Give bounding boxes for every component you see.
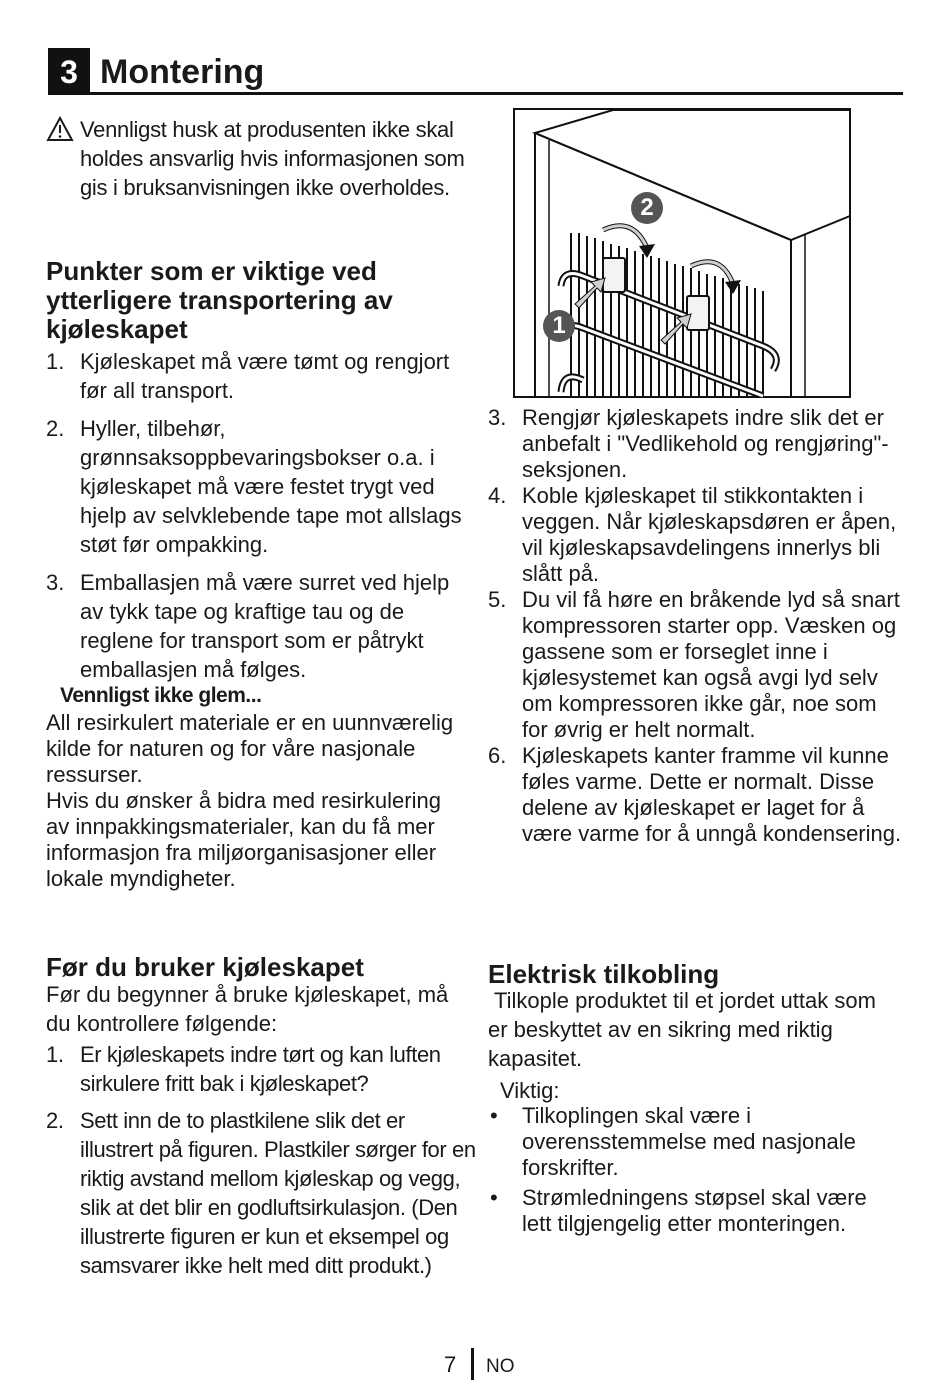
- footer-divider: [471, 1348, 474, 1380]
- list-item: [46, 1040, 476, 1098]
- important-label: Viktig:: [500, 1078, 560, 1103]
- list-item: [488, 1103, 888, 1181]
- warning-icon: [46, 116, 74, 142]
- reminder-title: Vennligst ikke glem...: [60, 684, 262, 707]
- figure-step-1-label: 1: [552, 312, 566, 339]
- list-item: [488, 743, 908, 847]
- list-item-text: Rengjør kjøleskapets indre slik det er anbefalt i "Vedlikehold og rengjøring"-seksjonen.: [522, 405, 889, 482]
- list-item-text: Er kjøleskapets indre tørt og kan luften sirkulere fritt bak i kjøleskapet?: [80, 1042, 441, 1096]
- list-item: [488, 1185, 888, 1237]
- list-item: [46, 568, 466, 684]
- electrical-intro: Tilkople produktet til et jordet uttak som er beskyttet av en sikring med riktig kapasitet.: [488, 988, 876, 1071]
- list-item: [46, 1106, 476, 1280]
- list-item-text: Koble kjøleskapet til stikkontakten i veggen. Når kjøleskapsdøren er åpen, vil kjøleskapsavdelingens innerlys bli slått på.: [522, 483, 897, 586]
- installation-figure: [513, 108, 851, 398]
- electrical-heading: Elektrisk tilkobling: [488, 959, 720, 989]
- list-item-text: Hyller, tilbehør, grønnsaksoppbevaringsbokser o.a. i kjøleskapet må være festet trygt ved hjelp av selvklebende tape mot allslags støt før ompakking.: [80, 416, 462, 557]
- header-rule: [48, 92, 903, 95]
- before-use-list: [46, 1040, 476, 1280]
- bullet: •: [490, 1103, 498, 1128]
- list-item-number: 2.: [46, 416, 65, 441]
- list-item: [488, 405, 908, 483]
- list-item-number: 4.: [488, 483, 507, 508]
- list-item-number: 5.: [488, 587, 507, 612]
- reminder-text-2: Hvis du ønsker å bidra med resirkulering av innpakkingsmaterialer, kan du få mer informasjon fra miljøorganisasjoner eller lokale myndigheter.: [46, 788, 441, 891]
- language-code: NO: [486, 1356, 515, 1377]
- list-item: [488, 483, 908, 587]
- transport-list: [46, 347, 466, 684]
- list-item-number: 1.: [46, 349, 65, 374]
- before-use-heading: Før du bruker kjøleskapet: [46, 952, 364, 982]
- list-item: [488, 587, 908, 743]
- before-use-intro: Før du begynner å bruke kjøleskapet, må du kontrollere følgende:: [46, 982, 449, 1036]
- list-item-text: Kjøleskapets kanter framme vil kunne føles varme. Dette er normalt. Disse delene av kjøleskapet er laget for å være varme for å unngå kondensering.: [522, 743, 902, 846]
- list-item-text: Du vil få høre en bråkende lyd så snart kompressoren starter opp. Væsken og gassene som er forseglet inne i kjølesystemet kan også avgi lyd selv om kompressoren ikke går, noe som for øvrig er helt normalt.: [522, 587, 900, 742]
- electrical-bullets: [488, 1103, 888, 1237]
- list-item-number: 3.: [46, 570, 65, 595]
- figure-step-2-label: 2: [640, 194, 654, 221]
- bullet: •: [490, 1185, 498, 1210]
- reminder-text: All resirkulert materiale er en uunnværelig kilde for naturen og for våre nasjonale ressurser.: [46, 710, 454, 787]
- section-title: Montering: [100, 53, 265, 91]
- list-item: [46, 347, 466, 405]
- list-item-text: Kjøleskapet må være tømt og rengjort før all transport.: [80, 349, 450, 403]
- list-item-text: Tilkoplingen skal være i overensstemmelse med nasjonale forskrifter.: [522, 1103, 856, 1180]
- list-item-text: Strømledningens støpsel skal være lett tilgjengelig etter monteringen.: [522, 1185, 867, 1236]
- list-item-number: 2.: [46, 1108, 64, 1133]
- list-item-text: Emballasjen må være surret ved hjelp av tykk tape og kraftige tau og de reglene for transport som er påtrykt emballasjen må følges.: [80, 570, 450, 682]
- section-number: 3: [48, 48, 90, 94]
- list-item-number: 3.: [488, 405, 507, 430]
- list-item-number: 6.: [488, 743, 507, 768]
- transport-heading: Punkter som er viktige ved ytterligere transportering av kjøleskapet: [46, 256, 393, 344]
- list-item-number: 1.: [46, 1042, 64, 1067]
- setup-steps-list: [488, 405, 908, 847]
- list-item-text: Sett inn de to plastkilene slik det er illustrert på figuren. Plastkiler sørger for en riktig avstand mellom kjøleskap og vegg, slik at det blir en godluftsirkulasjon. (Den illustrerte figuren er kun et eksempel og samsvarer ikke helt med ditt produkt.): [80, 1108, 476, 1278]
- warning-text: Vennligst husk at produsenten ikke skal holdes ansvarlig hvis informasjonen som gis i bruksanvisningen ikke overholdes.: [80, 117, 465, 200]
- page-number: 7: [444, 1352, 457, 1377]
- list-item: [46, 414, 466, 559]
